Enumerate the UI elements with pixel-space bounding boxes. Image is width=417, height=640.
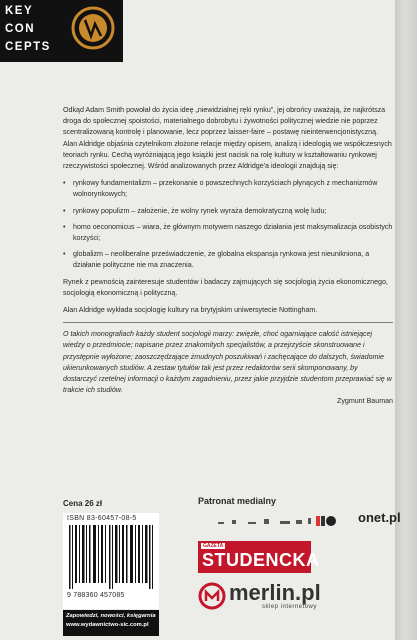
barcode-number: 9 788360 457085 (67, 592, 125, 599)
gazeta-label: GAZETA (203, 543, 224, 549)
series-emblem-icon (63, 0, 123, 62)
series-logo-line-1: KEY (5, 5, 34, 17)
merlin-m-icon (198, 582, 226, 610)
review-author: Zygmunt Bauman (337, 397, 393, 406)
media-partners-row (198, 510, 401, 534)
list-item: • homo oeconomicus – wiara, że głównym motywem naszego działania jest maksymalizacja osobistych korzyści; (63, 222, 393, 243)
merlin-logo (198, 580, 358, 610)
merlin-name: merlin.pl (229, 580, 321, 605)
media-partner-logos-icon (198, 510, 348, 534)
publisher-url-box (63, 610, 159, 636)
merlin-subtitle: sklep internetowy (262, 604, 317, 610)
barcode-icon (69, 525, 153, 589)
list-item: • globalizm – neoliberalne przeświadczenie, że globalna ekspansja rynkowa jest nieunikniona, a działanie polityczne nie ma znaczenia. (63, 250, 370, 270)
list-item: • rynkowy fundamentalizm – przekonanie o powszechnych korzyściach płynących z mechanizmów wolnorynkowych; (63, 179, 378, 199)
author-bio: Alan Aldridge wykłada socjologię kultury na brytyjskim uniwersytecie Nottingham. (63, 306, 318, 315)
onet-logo: onet.pl (358, 510, 401, 525)
series-logo-line-3: CEPTS (5, 41, 51, 53)
series-logo-line-2: CON (5, 23, 36, 35)
ideology-list (63, 178, 393, 271)
isbn-barcode-block (63, 513, 159, 609)
list-item: • rynkowy populizm – założenie, że wolny rynek wyraża demokratyczną wolę ludu; (63, 206, 327, 215)
publisher-url: www.wydawnictwo-sic.com.pl (66, 622, 149, 628)
price-label: Cena 26 zł (63, 499, 103, 508)
intro-paragraph: Odkąd Adam Smith powołał do życia ideę „niewidzialnej ręki rynku”, jej obrońcy uważają, że najkrótsza droga do społecznej spoistości, materialnego dobrobytu i żywotności politycznej wiedzie nie poprzez scentralizowaną kontrolę i planowanie, lecz poprzez laisser-faire – postawę nieinterwencjonistyczną. Alan Aldridge objaśnia czytelnikom złożone relacje między opisem, analizą i ideologią we współczesnych teoriach rynku. Cechą wyróżniającą jego książki jest nacisk na rolę kultury w kształtowaniu rynkowej rzeczywistości społecznej. Wśród analizowanych przez Aldridge'a ideologii znajdują się: (63, 106, 392, 171)
media-patronage-label: Patronat medialny (198, 496, 277, 506)
review-quote: O takich monografiach każdy student socjologii marzy: zwięzłe, choć ogarniające całość istniejącej wiedzy o przedmiocie; napisane przez znakomitych specjalistów, a przejrzyście skonstruowane i przystępnie wyłożone; zaoszczędzające żmudnych poszukiwań i zachęcające do dalszych, świadomie ukierunkowanych studiów. A zestaw tytułów tak jest przez redaktorów serii skomponowany, by dostarczyć rzetelnej informacji o każdym zagadnieniu, przez jakie przyjdzie studentom przeprawiać się w trakcie ich studiów. (63, 330, 392, 395)
back-cover-text (63, 105, 393, 408)
book-spine (395, 0, 417, 640)
audience-paragraph: Rynek z pewnością zainteresuje studentów i badaczy zajmujących się socjologią życia ekonomicznego, socjologią ekonomiczną i polityczną. (63, 277, 388, 297)
isbn-text: ISBN 83-60457-08-5 (67, 515, 137, 522)
studencka-label: STUDENCKA (202, 550, 320, 570)
gazeta-studencka-logo (198, 541, 320, 573)
publisher-tagline: Zapowiedzi, nowości, księgarnia (66, 613, 156, 619)
divider (63, 322, 393, 323)
series-logo (0, 0, 63, 62)
